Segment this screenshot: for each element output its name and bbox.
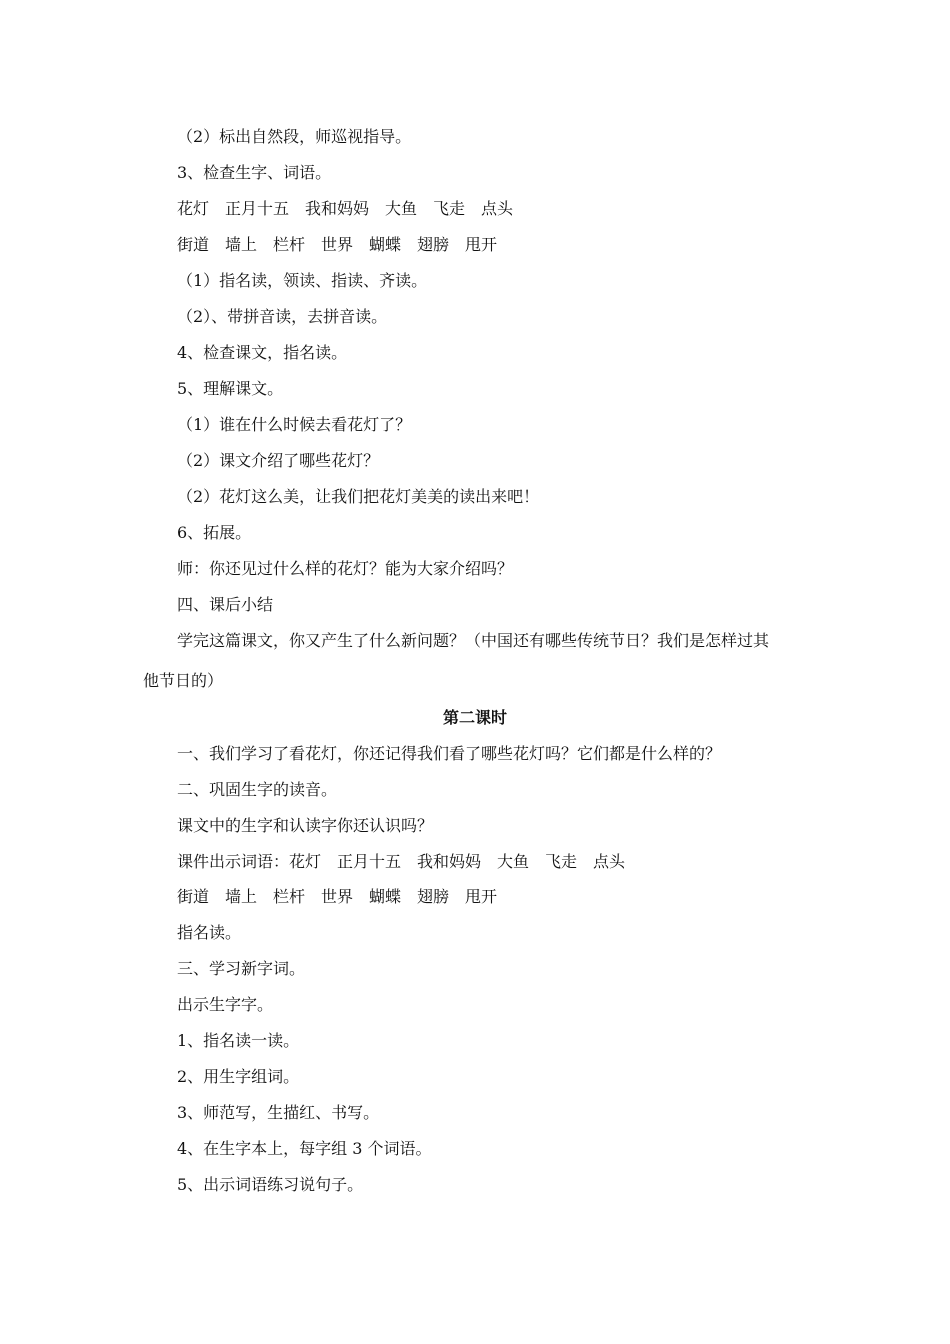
text-line: 学完这篇课文，你又产生了什么新问题？（中国还有哪些传统节日？我们是怎样过其: [177, 631, 770, 650]
text-line: （1）指名读，领读、指读、齐读。: [177, 271, 428, 290]
section-heading: 第二课时: [442, 708, 507, 727]
text-line: （2）、带拼音读，去拼音读。: [177, 307, 388, 326]
text-line: 课件出示词语：花灯 正月十五 我和妈妈 大鱼 飞走 点头: [177, 852, 626, 871]
text-line: 二、巩固生字的读音。: [177, 780, 338, 799]
text-line: 花灯 正月十五 我和妈妈 大鱼 飞走 点头: [177, 199, 514, 218]
text-line: 3、师范写，生描红、书写。: [177, 1103, 380, 1122]
text-line: 4、检查课文，指名读。: [177, 343, 348, 362]
text-line: 四、课后小结: [177, 595, 274, 614]
text-line: 4、在生字本上，每字组 3 个词语。: [177, 1139, 432, 1158]
text-line: （1）谁在什么时候去看花灯了？: [177, 415, 412, 434]
text-line: 5、出示词语练习说句子。: [177, 1175, 364, 1194]
text-line: 师：你还见过什么样的花灯？能为大家介绍吗？: [177, 559, 514, 578]
text-line: 出示生字字。: [177, 995, 274, 1014]
text-line: 指名读。: [177, 923, 242, 942]
text-line: 街道 墙上 栏杆 世界 蝴蝶 翅膀 甩开: [177, 235, 498, 254]
text-line: （2）课文介绍了哪些花灯？: [177, 451, 380, 470]
text-line: 1、指名读一读。: [177, 1031, 300, 1050]
text-line: 一、我们学习了看花灯，你还记得我们看了哪些花灯吗？它们都是什么样的？: [177, 744, 722, 763]
text-line: 他节日的）: [143, 671, 224, 690]
text-line: 三、学习新字词。: [177, 959, 306, 978]
text-line: 课文中的生字和认读字你还认识吗？: [177, 816, 434, 835]
text-line: 5、理解课文。: [177, 379, 284, 398]
text-line: （2）花灯这么美，让我们把花灯美美的读出来吧！: [177, 487, 540, 506]
text-line: 街道 墙上 栏杆 世界 蝴蝶 翅膀 甩开: [177, 887, 498, 906]
text-line: 3、检查生字、词语。: [177, 163, 332, 182]
text-line: （2）标出自然段，师巡视指导。: [177, 127, 412, 146]
text-line: 2、用生字组词。: [177, 1067, 300, 1086]
text-line: 6、拓展。: [177, 523, 252, 542]
